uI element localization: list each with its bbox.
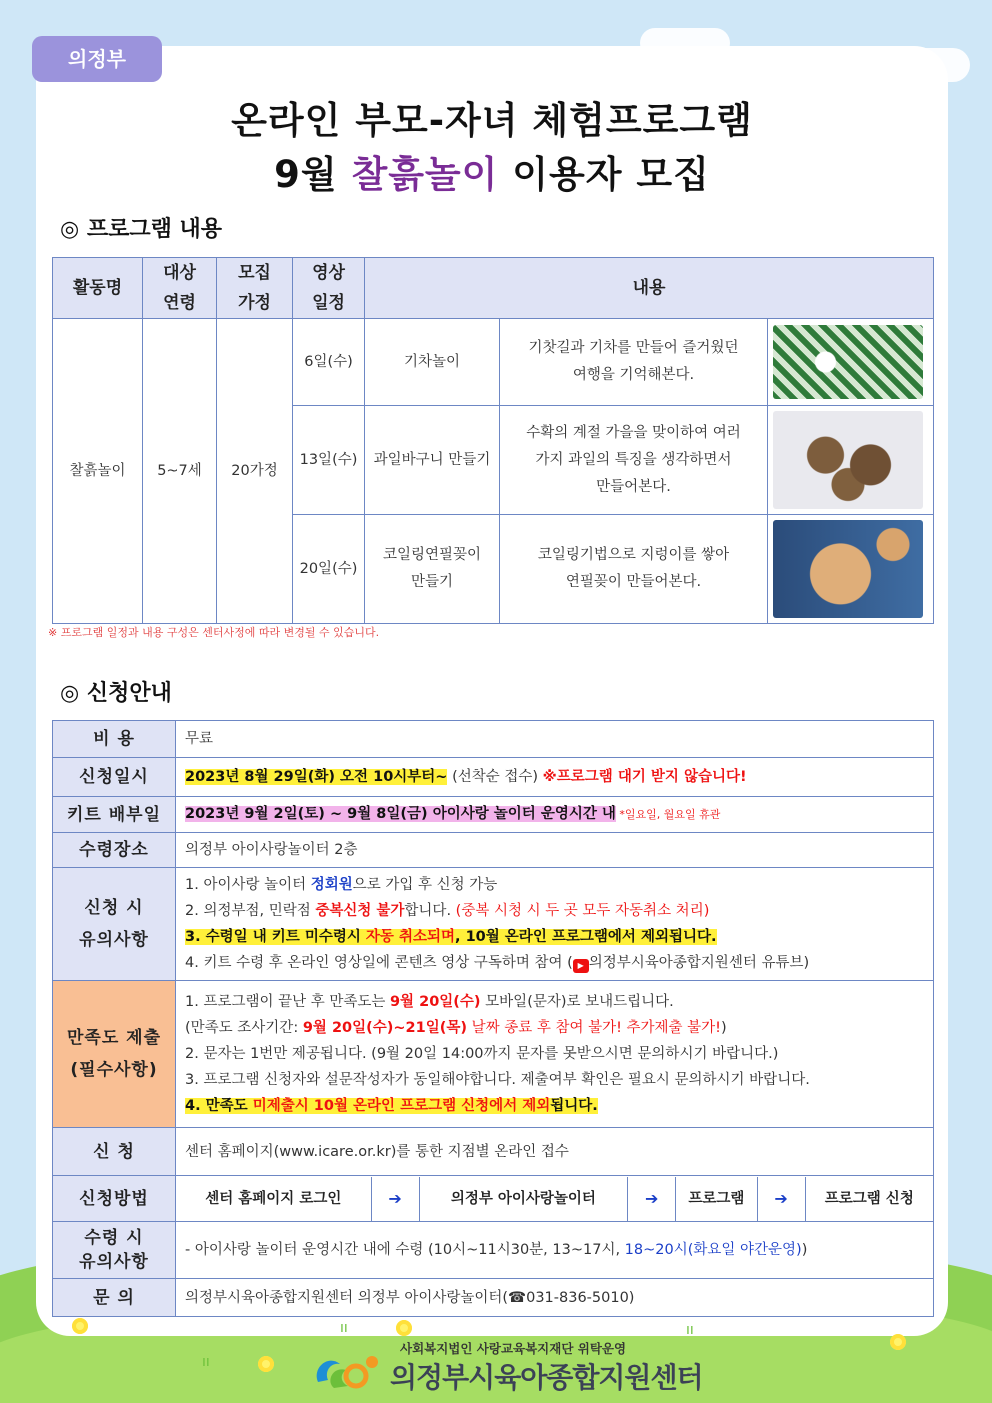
pickup-place-label: 수령장소 — [53, 833, 176, 868]
pickup-place-value: 의정부 아이사랑놀이터 2층 — [176, 833, 934, 868]
step-branch: 의정부 아이사랑놀이터 — [419, 1177, 628, 1221]
coil-pencil-holder-photo — [773, 520, 923, 618]
arrow-icon: ➔ — [371, 1177, 419, 1221]
program-table — [52, 257, 934, 624]
info-row-place — [53, 833, 934, 868]
table-row — [53, 319, 934, 406]
survey-item: 3. 프로그램 신청자와 설문작성자가 동일해야합니다. 제출여부 확인은 필요시 문의하시기 바랍니다. — [185, 1072, 810, 1088]
grass-tuft-decoration: ıı — [202, 1354, 210, 1370]
fruit-basket-clay-photo — [773, 411, 923, 509]
apply-date-value: 2023년 8월 29일(화) 오전 10시부터~ (선착순 접수) ※프로그램 대기 받지 않습니다! — [176, 758, 934, 797]
age-cell: 5~7세 — [143, 319, 217, 624]
info-row-contact — [53, 1279, 934, 1317]
grass-tuft-decoration: ıı — [340, 1320, 348, 1336]
survey-label: 만족도 제출 (필수사항) — [53, 981, 176, 1128]
pickup-caution-value: - 아이사랑 놀이터 운영시간 내에 수령 (10시~11시30분, 13~17시, 18~20시(화요일 야간운영)) — [176, 1222, 934, 1279]
info-row-cost — [53, 721, 934, 758]
page-title-line1: 온라인 부모-자녀 체험프로그램 — [231, 99, 753, 142]
photo-cell — [768, 406, 934, 515]
photo-cell — [768, 319, 934, 406]
section-heading-apply: ◎ 신청안내 — [60, 681, 172, 706]
step-apply: 프로그램 신청 — [805, 1177, 933, 1221]
caution-item: 1. 아이사랑 놀이터 정회원으로 가입 후 신청 가능 — [185, 877, 498, 893]
info-row-pickup — [53, 1222, 934, 1279]
cost-value: 무료 — [176, 721, 934, 758]
header-content: 내용 — [365, 258, 934, 319]
info-row-method — [53, 1176, 934, 1222]
method-steps-cell — [176, 1176, 934, 1222]
info-row-survey — [53, 981, 934, 1128]
train-clay-photo — [773, 325, 923, 399]
contact-value: 의정부시육아종합지원센터 의정부 아이사랑놀이터(☎031-836-5010) — [176, 1279, 934, 1317]
header-households: 모집 가정 — [217, 258, 293, 319]
contact-label: 문 의 — [53, 1279, 176, 1317]
info-row-date — [53, 758, 934, 797]
cost-label: 비 용 — [53, 721, 176, 758]
schedule-note: ※ 프로그램 일정과 내용 구성은 센터사정에 따라 변경될 수 있습니다. — [48, 626, 380, 639]
session-desc-cell: 코일링기법으로 지렁이를 쌓아 연필꽂이 만들어본다. — [500, 515, 768, 624]
step-login: 센터 홈페이지 로그인 — [205, 1190, 342, 1207]
date-cell: 13일(수) — [293, 406, 365, 515]
grass-tuft-decoration: ıı — [686, 1322, 694, 1338]
flower-decoration — [72, 1318, 88, 1334]
branch-tag: 의정부 — [32, 36, 162, 82]
caution-item: 2. 의정부점, 민락점 중복신청 불가합니다. (중복 시청 시 두 곳 모두 자동취소 처리) — [185, 903, 710, 919]
footer-center-name: 의정부시육아종합지원센터 — [390, 1361, 703, 1394]
session-desc-cell: 수확의 계절 가을을 맞이하여 여러 가지 과일의 특징을 생각하면서 만들어본다. — [500, 406, 768, 515]
header-age: 대상 연령 — [143, 258, 217, 319]
apply-date-label: 신청일시 — [53, 758, 176, 797]
photo-cell — [768, 515, 934, 624]
page-title-line2: 9월 찰흙놀이 이용자 모집 — [274, 153, 710, 196]
title-accent: 찰흙놀이 — [351, 153, 499, 196]
step-program: 프로그램 — [676, 1177, 757, 1221]
flower-decoration — [396, 1320, 412, 1336]
method-label: 신청방법 — [53, 1176, 176, 1222]
session-desc-cell: 기찻길과 기차를 만들어 즐거웠던 여행을 기억해본다. — [500, 319, 768, 406]
survey-list — [176, 981, 934, 1128]
session-name-cell: 과일바구니 만들기 — [365, 406, 500, 515]
header-schedule: 영상 일정 — [293, 258, 365, 319]
table-header-row — [53, 258, 934, 319]
flower-decoration — [890, 1334, 906, 1350]
apply-label: 신 청 — [53, 1128, 176, 1176]
pickup-caution-label: 수령 시 유의사항 — [53, 1222, 176, 1279]
survey-item: (만족도 조사기간: 9월 20일(수)~21일(목) 날짜 종료 후 참여 불가! 추가제출 불가!) — [185, 1020, 727, 1036]
arrow-icon: ➔ — [757, 1177, 805, 1221]
survey-item: 4. 만족도 미제출시 10월 온라인 프로그램 신청에서 제외됩니다. — [185, 1098, 598, 1114]
caution-item: 3. 수령일 내 키트 미수령시 자동 취소되며, 10월 온라인 프로그램에서 제외됩니다. — [185, 929, 717, 945]
kit-date-value: 2023년 9월 2일(토) ~ 9월 8일(금) 아이사랑 놀이터 운영시간 내 *일요일, 월요일 휴관 — [176, 797, 934, 833]
flower-decoration — [258, 1356, 274, 1372]
youtube-icon: ▶ — [573, 959, 589, 973]
survey-item: 1. 프로그램이 끝난 후 만족도는 9월 20일(수) 모바일(문자)로 보내드립니다. — [185, 994, 674, 1010]
footer-operator: 사회복지법인 사랑교육복지재단 위탁운영 — [400, 1341, 627, 1356]
date-cell: 6일(수) — [293, 319, 365, 406]
center-logo-icon — [310, 1348, 386, 1396]
households-cell: 20가정 — [217, 319, 293, 624]
apply-info-table — [52, 720, 934, 1317]
activity-cell: 찰흙놀이 — [53, 319, 143, 624]
info-row-kit — [53, 797, 934, 833]
arrow-icon: ➔ — [628, 1177, 676, 1221]
caution-list — [176, 868, 934, 981]
kit-date-label: 키트 배부일 — [53, 797, 176, 833]
method-steps — [176, 1177, 933, 1221]
info-row-apply — [53, 1128, 934, 1176]
date-cell: 20일(수) — [293, 515, 365, 624]
survey-item: 2. 문자는 1번만 제공됩니다. (9월 20일 14:00까지 문자를 못받으시면 문의하시기 바랍니다.) — [185, 1046, 779, 1062]
caution-item: 4. 키트 수령 후 온라인 영상일에 콘텐츠 영상 구독하며 참여 ( ▶ 의정부시육아종합지원센터 유튜브) — [185, 955, 810, 971]
header-activity: 활동명 — [53, 258, 143, 319]
caution-label: 신청 시 유의사항 — [53, 868, 176, 981]
section-heading-program: ◎ 프로그램 내용 — [60, 217, 223, 242]
session-name-cell: 기차놀이 — [365, 319, 500, 406]
info-row-caution — [53, 868, 934, 981]
session-name-cell: 코일링연필꽂이 만들기 — [365, 515, 500, 624]
apply-value: 센터 홈페이지(www.icare.or.kr)를 통한 지점별 온라인 접수 — [176, 1128, 934, 1176]
